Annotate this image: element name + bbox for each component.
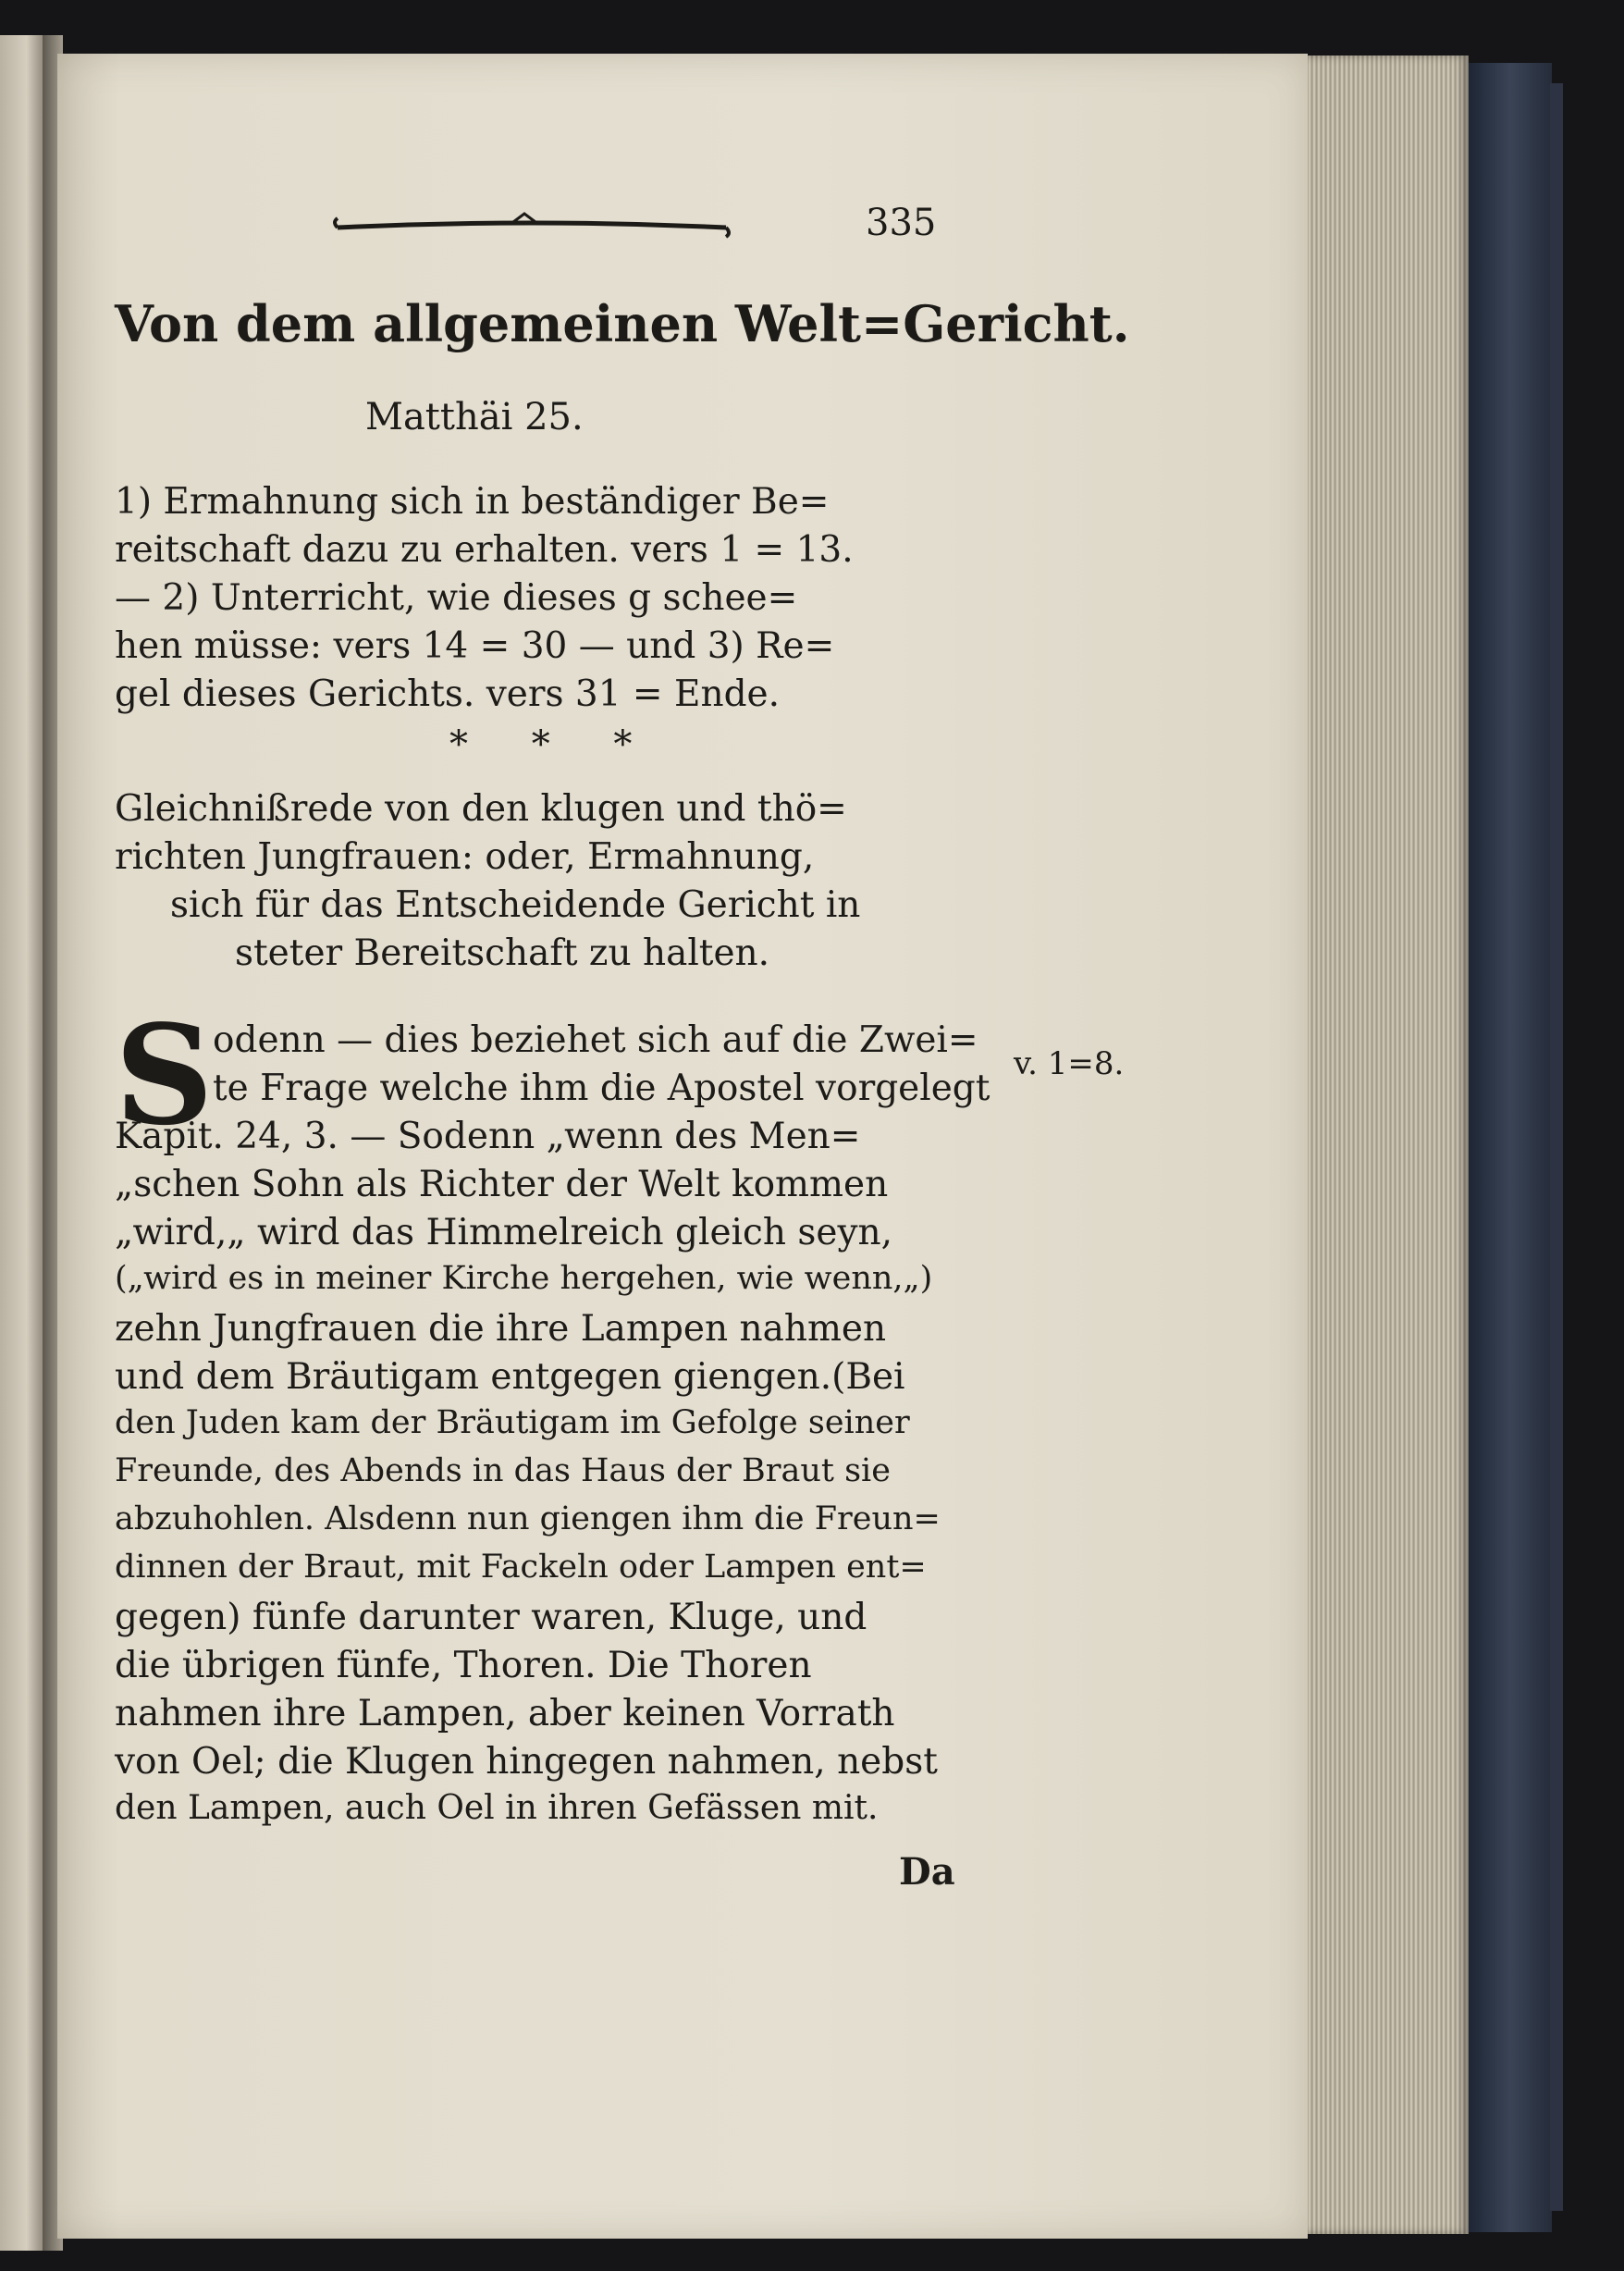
parable-title [115, 788, 966, 982]
summary-line: — 2) Unterricht, wie dieses g schee= [115, 577, 798, 619]
book-cover [1469, 63, 1552, 2232]
body-line: zehn Jungfrauen die ihre Lampen nahmen [115, 1308, 887, 1350]
body-line: gegen) fünfe darunter waren, Kluge, und [115, 1597, 867, 1638]
facing-page-edge [0, 35, 44, 2251]
body-line: dinnen der Braut, mit Fackeln oder Lampen ent= [115, 1549, 927, 1586]
summary-line: reitschaft dazu zu erhalten. vers 1 = 13. [115, 529, 854, 571]
body-line: nahmen ihre Lampen, aber keinen Vorrath [115, 1693, 895, 1734]
section-asterisks: * * * [449, 723, 658, 766]
drop-cap: S [115, 994, 214, 1155]
body-text [115, 994, 990, 1850]
body-line: („wird es in meiner Kirche hergehen, wie wenn,„) [115, 1260, 933, 1297]
parable-title-line: Gleichnißrede von den klugen und thö= [115, 788, 847, 830]
body-line: die übrigen fünfe, Thoren. Die Thoren [115, 1645, 812, 1686]
body-line: te Frage welche ihm die Apostel vorgelegt [213, 1068, 990, 1109]
page-block-edges [1304, 56, 1469, 2234]
parable-title-line: sich für das Entscheidende Gericht in [170, 884, 861, 926]
body-line: odenn — dies beziehet sich auf die Zwei= [213, 1019, 978, 1061]
chapter-subheading: Matthäi 25. [365, 396, 584, 438]
body-line: „schen Sohn als Richter der Welt kommen [115, 1164, 889, 1205]
catchword: Da [899, 1850, 955, 1894]
margin-verse-note: v. 1=8. [1014, 1045, 1125, 1082]
body-line: Kapit. 24, 3. — Sodenn „wenn des Men= [115, 1116, 861, 1157]
summary-line: 1) Ermahnung sich in beständiger Be= [115, 481, 830, 523]
body-line: „wird,„ wird das Himmelreich gleich seyn, [115, 1212, 893, 1253]
summary-line: hen müsse: vers 14 = 30 — und 3) Re= [115, 625, 835, 667]
body-line: Freunde, des Abends in das Haus der Braut sie [115, 1452, 891, 1489]
page-number: 335 [866, 202, 937, 244]
header-ornament [328, 211, 735, 239]
body-line: und dem Bräutigam entgegen giengen.(Bei [115, 1356, 905, 1398]
summary-line: gel dieses Gerichts. vers 31 = Ende. [115, 673, 781, 715]
body-line: von Oel; die Klugen hingegen nahmen, nebst [115, 1741, 938, 1783]
chapter-summary [115, 481, 966, 722]
chapter-heading: Von dem allgemeinen Welt=Gericht. [115, 294, 1130, 353]
body-line: abzuhohlen. Alsdenn nun giengen ihm die Freun= [115, 1500, 941, 1537]
parable-title-line: richten Jungfrauen: oder, Ermahnung, [115, 836, 815, 878]
body-line: den Lampen, auch Oel in ihren Gefässen mit. [115, 1789, 879, 1827]
cover-edge [1550, 83, 1563, 2211]
parable-title-line: steter Bereitschaft zu halten. [235, 932, 770, 974]
body-line: den Juden kam der Bräutigam im Gefolge seiner [115, 1404, 910, 1441]
